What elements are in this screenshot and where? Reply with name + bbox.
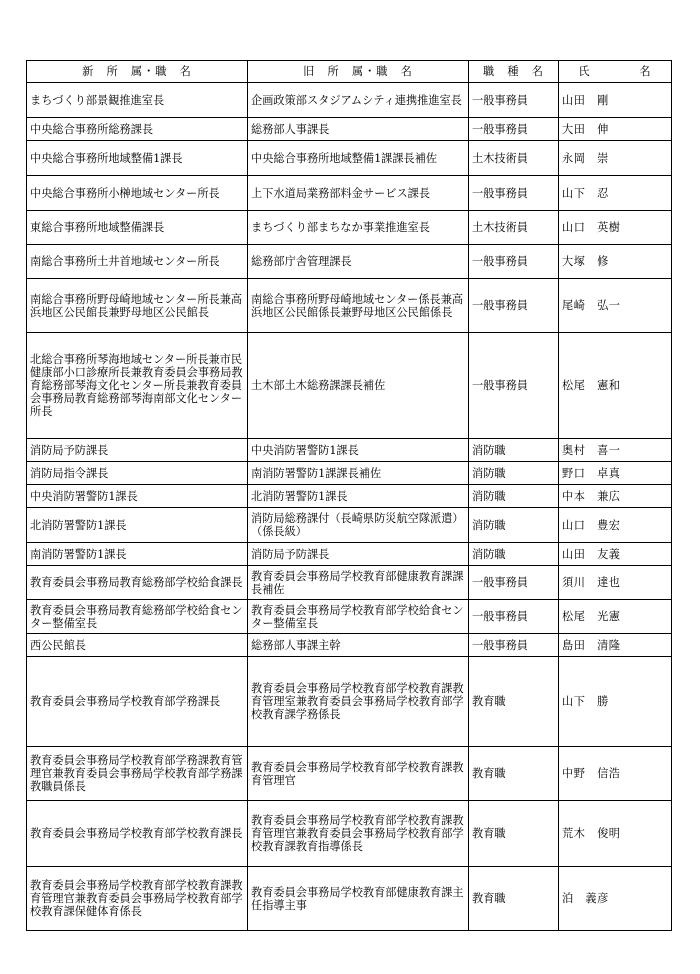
- cell-job-type: 一般事務員: [469, 279, 559, 333]
- cell-old-position: 消防局予防課長: [248, 543, 469, 566]
- header-name: 氏 名: [559, 61, 672, 83]
- cell-job-type: 一般事務員: [469, 118, 559, 141]
- personnel-table: [26, 60, 672, 931]
- cell-new-position: 教育委員会事務局学校教育部学務課教育管理官兼教育委員会事務局学校教育部学務課教職員係長: [27, 747, 248, 801]
- cell-new-position: 中央総合事務所小榊地域センター所長: [27, 176, 248, 211]
- cell-name: 島田 清隆: [559, 634, 672, 657]
- cell-old-position: 教育委員会事務局学校教育部健康教育課課長補佐: [248, 566, 469, 600]
- header-old-position: 旧 所 属・職 名: [248, 61, 469, 83]
- cell-name: 永岡 崇: [559, 141, 672, 176]
- cell-old-position: 消防局総務課付（長崎県防災航空隊派遣）（係長級）: [248, 508, 469, 543]
- cell-name: 山田 剛: [559, 83, 672, 118]
- table-row: [27, 600, 672, 634]
- table-row: [27, 118, 672, 141]
- cell-old-position: まちづくり部まちなか事業推進室長: [248, 211, 469, 245]
- cell-old-position: 総務部人事課主幹: [248, 634, 469, 657]
- cell-job-type: 一般事務員: [469, 83, 559, 118]
- cell-name: 泊 義彦: [559, 867, 672, 931]
- cell-name: 須川 達也: [559, 566, 672, 600]
- cell-old-position: 土木部土木総務課課長補佐: [248, 333, 469, 439]
- header-new-position: 新 所 属・職 名: [27, 61, 248, 83]
- cell-job-type: 消防職: [469, 485, 559, 508]
- table-row: [27, 245, 672, 279]
- cell-job-type: 消防職: [469, 439, 559, 462]
- table-row: [27, 634, 672, 657]
- cell-name: 大塚 修: [559, 245, 672, 279]
- cell-name: 奥村 喜一: [559, 439, 672, 462]
- table-row: [27, 176, 672, 211]
- cell-new-position: 消防局予防課長: [27, 439, 248, 462]
- header-row: [27, 61, 672, 83]
- table-row: [27, 439, 672, 462]
- cell-new-position: 教育委員会事務局教育総務部学校給食センター整備室長: [27, 600, 248, 634]
- cell-new-position: 南総合事務所野母崎地域センター所長兼高浜地区公民館長兼野母地区公民館長: [27, 279, 248, 333]
- table-row: [27, 867, 672, 931]
- cell-job-type: 一般事務員: [469, 245, 559, 279]
- cell-name: 松尾 憲和: [559, 333, 672, 439]
- cell-new-position: 南消防署警防1課長: [27, 543, 248, 566]
- cell-name: 山口 英樹: [559, 211, 672, 245]
- cell-new-position: 教育委員会事務局学校教育部学校教育課教育管理官兼教育委員会事務局学校教育部学校教育課保健体育係長: [27, 867, 248, 931]
- table-row: [27, 333, 672, 439]
- cell-new-position: 中央総合事務所地域整備1課長: [27, 141, 248, 176]
- table-row: [27, 657, 672, 747]
- cell-new-position: 中央総合事務所総務課長: [27, 118, 248, 141]
- cell-old-position: 教育委員会事務局学校教育部学校給食センター整備室長: [248, 600, 469, 634]
- table-row: [27, 279, 672, 333]
- cell-old-position: 教育委員会事務局学校教育部学校教育課教育管理室兼教育委員会事務局学校教育部学校教育課学務係長: [248, 657, 469, 747]
- cell-old-position: 教育委員会事務局学校教育部学校教育課教育管理官兼教育委員会事務局学校教育部学校教育課教育指導係長: [248, 801, 469, 867]
- cell-new-position: 教育委員会事務局教育総務部学校給食課長: [27, 566, 248, 600]
- cell-old-position: 教育委員会事務局学校教育部学校教育課教育管理官: [248, 747, 469, 801]
- cell-old-position: 北消防署警防1課長: [248, 485, 469, 508]
- cell-new-position: 消防局指令課長: [27, 462, 248, 485]
- table-row: [27, 566, 672, 600]
- cell-new-position: 中央消防署警防1課長: [27, 485, 248, 508]
- cell-job-type: 教育職: [469, 657, 559, 747]
- table-row: [27, 508, 672, 543]
- cell-job-type: 一般事務員: [469, 566, 559, 600]
- cell-new-position: 南総合事務所土井首地域センター所長: [27, 245, 248, 279]
- cell-new-position: まちづくり部景観推進室長: [27, 83, 248, 118]
- cell-old-position: 企画政策部スタジアムシティ連携推進室長: [248, 83, 469, 118]
- cell-old-position: 南消防署警防1課課長補佐: [248, 462, 469, 485]
- header-job-type: 職 種 名: [469, 61, 559, 83]
- cell-job-type: 教育職: [469, 867, 559, 931]
- cell-name: 尾崎 弘一: [559, 279, 672, 333]
- cell-name: 山下 勝: [559, 657, 672, 747]
- table-row: [27, 543, 672, 566]
- cell-name: 大田 伸: [559, 118, 672, 141]
- cell-job-type: 消防職: [469, 543, 559, 566]
- cell-old-position: 総務部人事課長: [248, 118, 469, 141]
- cell-job-type: 一般事務員: [469, 176, 559, 211]
- cell-name: 山下 忍: [559, 176, 672, 211]
- cell-old-position: 総務部庁舎管理課長: [248, 245, 469, 279]
- cell-job-type: 土木技術員: [469, 141, 559, 176]
- cell-name: 野口 卓真: [559, 462, 672, 485]
- cell-job-type: 消防職: [469, 508, 559, 543]
- cell-new-position: 北総合事務所琴海地域センター所長兼市民健康部小口診療所長兼教育委員会事務局教育総務部琴海文化センター所長兼教育委員会事務局教育総務部琴海南部文化センター所長: [27, 333, 248, 439]
- cell-new-position: 教育委員会事務局学校教育部学校教育課長: [27, 801, 248, 867]
- table-row: [27, 485, 672, 508]
- cell-name: 山口 豊宏: [559, 508, 672, 543]
- cell-name: 荒木 俊明: [559, 801, 672, 867]
- cell-job-type: 消防職: [469, 462, 559, 485]
- cell-job-type: 教育職: [469, 801, 559, 867]
- cell-new-position: 教育委員会事務局学校教育部学務課長: [27, 657, 248, 747]
- table-row: [27, 211, 672, 245]
- cell-new-position: 東総合事務所地域整備課長: [27, 211, 248, 245]
- cell-job-type: 教育職: [469, 747, 559, 801]
- table-row: [27, 83, 672, 118]
- cell-old-position: 上下水道局業務部料金サービス課長: [248, 176, 469, 211]
- cell-new-position: 西公民館長: [27, 634, 248, 657]
- cell-job-type: 一般事務員: [469, 333, 559, 439]
- cell-name: 中本 兼広: [559, 485, 672, 508]
- table-row: [27, 747, 672, 801]
- cell-old-position: 中央消防署警防1課長: [248, 439, 469, 462]
- cell-old-position: 中央総合事務所地域整備1課課長補佐: [248, 141, 469, 176]
- cell-job-type: 土木技術員: [469, 211, 559, 245]
- table-row: [27, 462, 672, 485]
- table-row: [27, 801, 672, 867]
- cell-name: 松尾 光憲: [559, 600, 672, 634]
- cell-old-position: 南総合事務所野母崎地域センター係長兼高浜地区公民館係長兼野母地区公民館係長: [248, 279, 469, 333]
- cell-old-position: 教育委員会事務局学校教育部健康教育課主任指導主事: [248, 867, 469, 931]
- cell-name: 山田 友義: [559, 543, 672, 566]
- cell-job-type: 一般事務員: [469, 634, 559, 657]
- table-row: [27, 141, 672, 176]
- cell-job-type: 一般事務員: [469, 600, 559, 634]
- cell-new-position: 北消防署警防1課長: [27, 508, 248, 543]
- cell-name: 中野 信浩: [559, 747, 672, 801]
